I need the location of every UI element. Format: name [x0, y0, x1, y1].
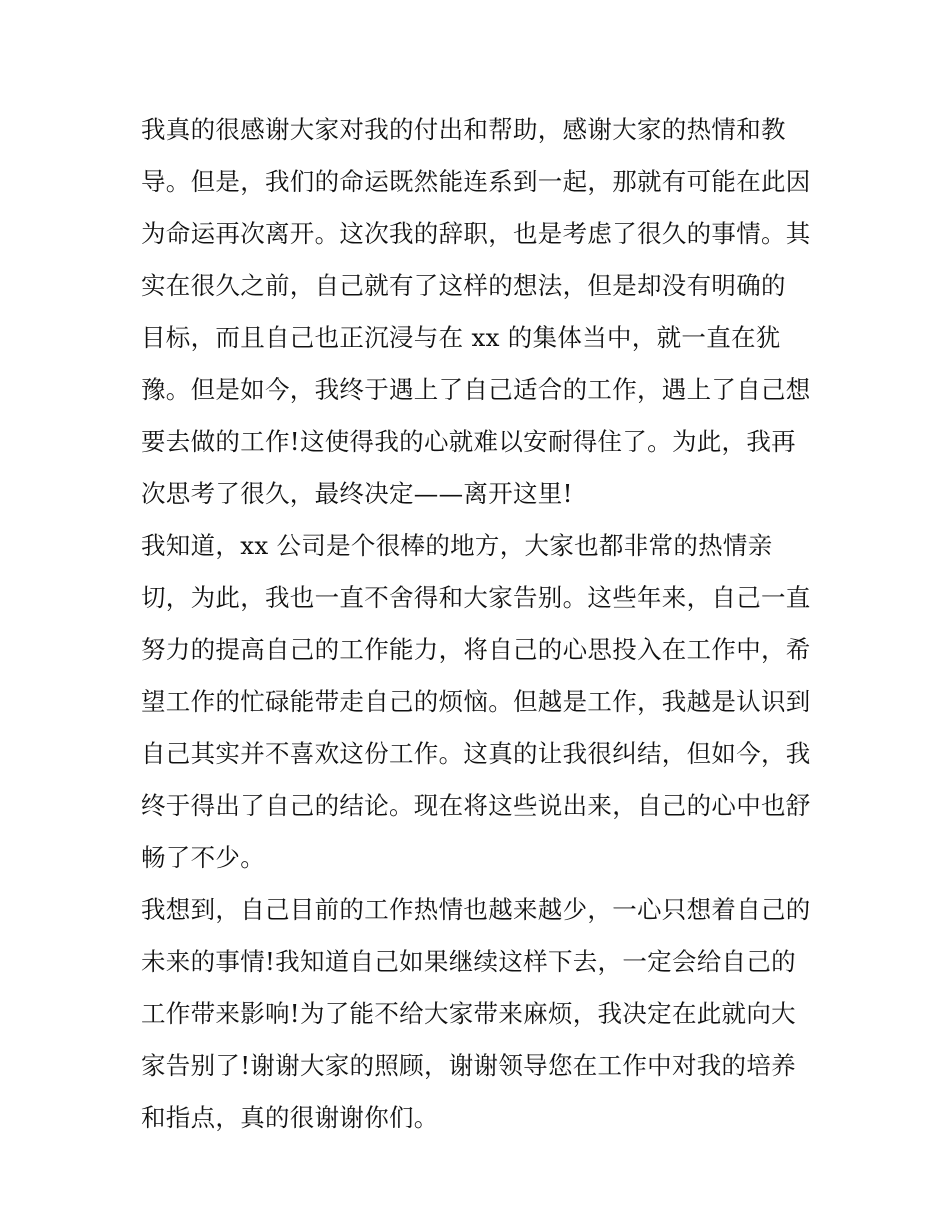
text-line: 次思考了很久，最终决定——离开这里! — [141, 479, 573, 508]
text-line: 和指点，真的很谢谢你们。 — [141, 1103, 439, 1132]
text-line: 实在很久之前，自己就有了这样的想法，但是却没有明确的 — [141, 271, 786, 300]
text-line: 我想到，自己目前的工作热情也越来越少，一心只想着自己的 — [141, 895, 811, 924]
text-line: 望工作的忙碌能带走自己的烦恼。但越是工作，我越是认识到 — [141, 687, 811, 716]
text-line: 终于得出了自己的结论。现在将这些说出来，自己的心中也舒 — [141, 791, 811, 820]
text-line: 为命运再次离开。这次我的辞职，也是考虑了很久的事情。其 — [141, 219, 811, 248]
text-line: 导。但是，我们的命运既然能连系到一起，那就有可能在此因 — [141, 167, 811, 196]
paragraph-1 — [141, 110, 821, 526]
text-line: 畅了不少。 — [141, 843, 265, 872]
text-line: 要去做的工作!这使得我的心就难以安耐得住了。为此，我再 — [141, 427, 796, 456]
text-line: 自己其实并不喜欢这份工作。这真的让我很纠结，但如今，我 — [141, 739, 811, 768]
text-line: 我真的很感谢大家对我的付出和帮助，感谢大家的热情和教 — [141, 115, 786, 144]
text-line: 切，为此，我也一直不舍得和大家告别。这些年来，自己一直 — [141, 583, 811, 612]
text-line: 努力的提高自己的工作能力，将自己的心思投入在工作中，希 — [141, 635, 811, 664]
text-line: 家告别了!谢谢大家的照顾，谢谢领导您在工作中对我的培养 — [141, 1051, 796, 1080]
text-line: 我知道，xx 公司是个很棒的地方，大家也都非常的热情亲 — [141, 531, 773, 560]
paragraph-3 — [141, 890, 821, 1150]
text-line: 工作带来影响!为了能不给大家带来麻烦，我决定在此就向大 — [141, 999, 796, 1028]
text-line: 豫。但是如今，我终于遇上了自己适合的工作，遇上了自己想 — [141, 375, 811, 404]
paragraph-2 — [141, 526, 821, 890]
text-line: 未来的事情!我知道自己如果继续这样下去，一定会给自己的 — [141, 947, 796, 976]
text-line: 目标，而且自己也正沉浸与在 xx 的集体当中，就一直在犹 — [141, 323, 781, 352]
document-body — [141, 110, 821, 1150]
